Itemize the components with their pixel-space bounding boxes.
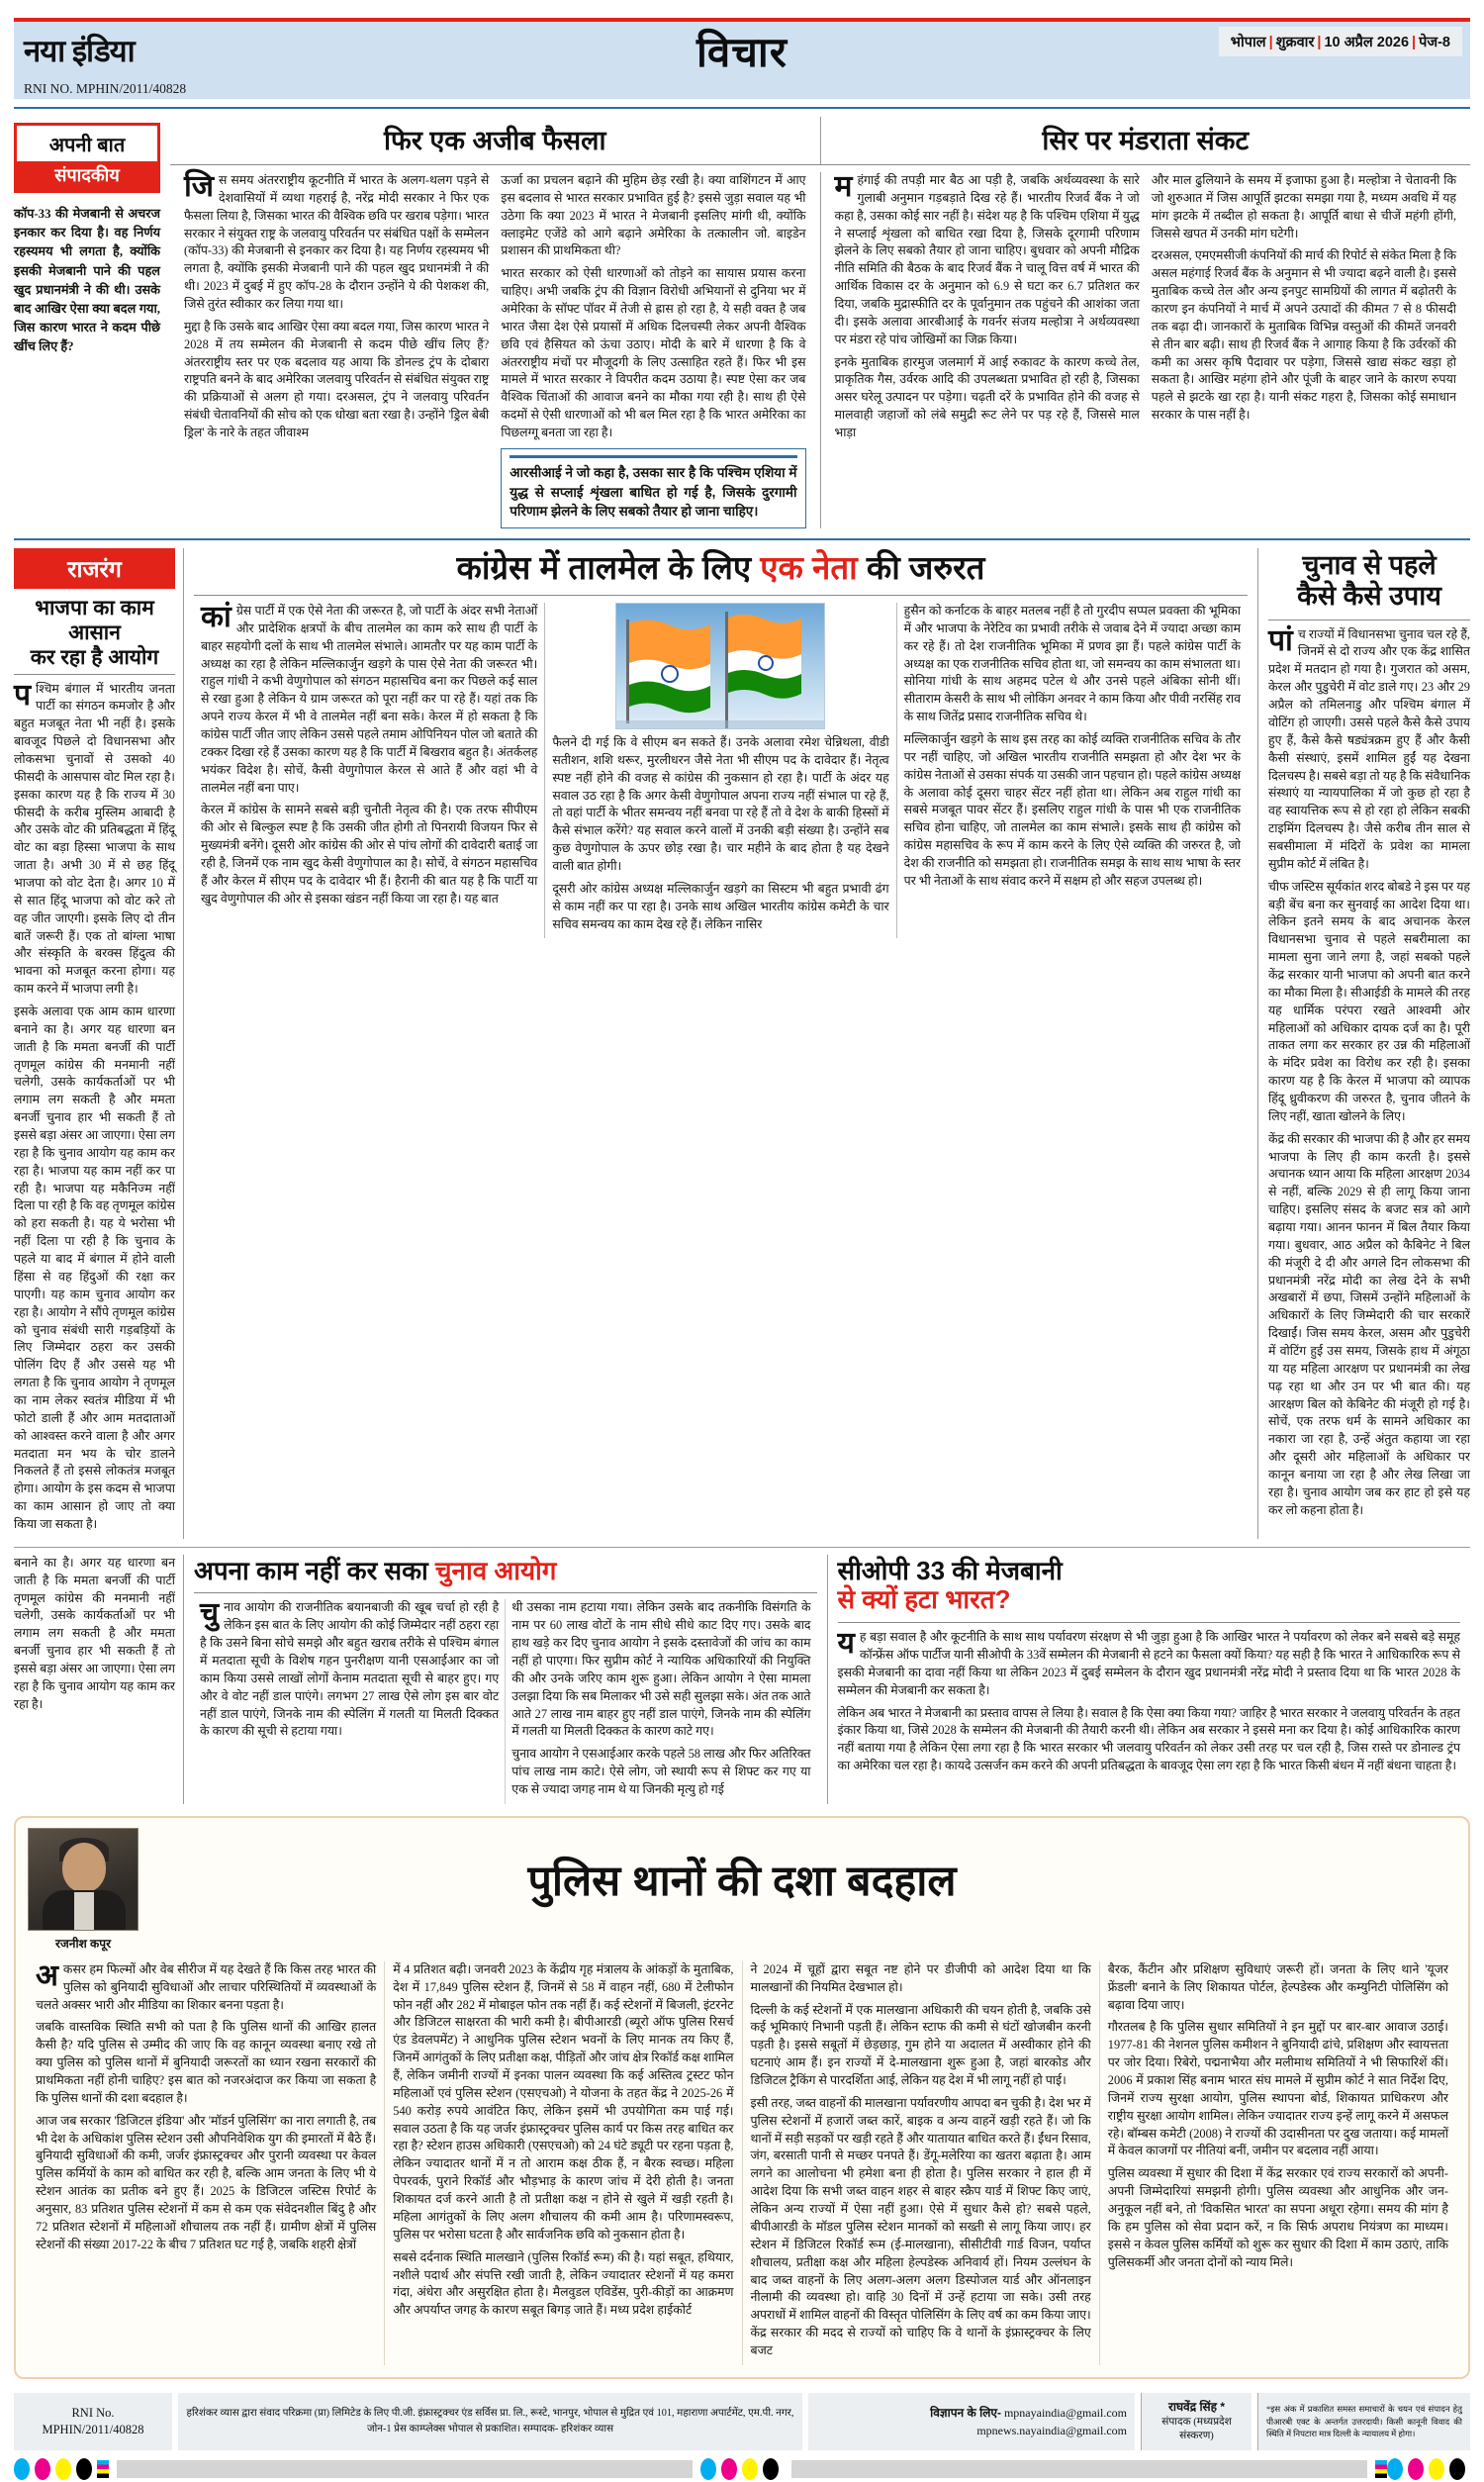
- dropcap: चु: [200, 1597, 220, 1631]
- footer-disclaimer: *इस अंक में प्रकाशित समस्त समाचारों के चयन एवं संपादन हेतु पीआरबी एक्ट के अन्तर्गत उत्तरदायी। किसी कानूनी विवाद की स्थिति में निपटारा मात्र दिल्ली के न्यायालय में होगा।: [1257, 2393, 1470, 2450]
- page-footer: [14, 2393, 1470, 2450]
- dropcap: म: [834, 170, 853, 203]
- headline-part-2: की जरुरत: [866, 549, 985, 586]
- editorial-left-group: [170, 172, 820, 528]
- paragraph: सबसे दर्दनाक स्थिति मालखाने (पुलिस रिकॉर्ड रूम) की है। यहां सबूत, हथियार, नशीले पदार्थ और संपत्ति रखी जाती है, लेकिन ज्यादातर स्टेशनों में यह कमरा गंदा, अंधेरा और असुरक्षित होता है। मैलवुडल एविडेंस, पुरी-कीड़ों का आक्रमण और अपर्याप्त जगह के कारण सबूत बिगड़ जाते हैं। मध्य प्रदेश हाईकोर्ट: [393, 2249, 734, 2318]
- newspaper-page: [0, 18, 1484, 2442]
- rajrang-headline-line2: कर रहा है आयोग: [30, 646, 159, 670]
- paragraph: श्चिम बंगाल में भारतीय जनता पार्टी का संगठन कमजोर है और बहुत मजबूत नेता भी नहीं है। इसके बावजूद पिछले दो विधानसभा और लोकसभा चुनावों से उसको 40 फीसदी के आसपास वोट मिल रहा है। इसका कारण यह है कि राज्य में 30 फीसदी के करीब मुस्लिम आबादी है और उसके वोट की प्रतिबद्धता में हिंदू वोट का बड़ा हिस्सा भाजपा के साथ जाता है। अभी 30 में से छह हिंदू भाजपा को वोट देता है। अगर 10 में से सात हिंदू भाजपा को वोट करे तो वह जीत जाएगी। इसके लिए दो तीन बातें जरूरी हैं। एक तो बांग्ला भाषा और संस्कृति के बरक्स हिंदुत्व की भावना को मजबूत करना होगा। यह काम करने में भाजपा लगी है।: [14, 681, 175, 997]
- author-photo: [28, 1828, 139, 1931]
- edition-place: भोपाल: [1230, 35, 1266, 50]
- pre-election-headline: [1268, 548, 1470, 620]
- author-photo-face: [62, 1843, 106, 1892]
- editorial-top-rule: [14, 107, 1470, 109]
- editorial-headlines: [170, 117, 1470, 164]
- cop33-story: [828, 1555, 1471, 1804]
- yellow-registration-dot: [1429, 2458, 1444, 2480]
- yellow-registration-dot: [742, 2458, 758, 2480]
- footer-email-1[interactable]: mpnayaindia@gmail.com: [1003, 2405, 1127, 2420]
- cop33-headline-line1: सीओपी 33 की मेजबानी: [837, 1555, 1063, 1585]
- cyan-registration-dot: [700, 2458, 716, 2480]
- pre-election-body: [1268, 623, 1470, 1520]
- paragraph: और माल ढुलियाने के समय में इजाफा हुआ है। मल्होत्रा ने चेतावनी कि जो शुरुआत में जिस आपूर्ति झटका समझा गया है, मध्यम अवधि में यह मांग झटके में तब्दील हो सकता है। आपूर्ति बाधा से चीजें महंगी होंगी, जिससे खपत में उनकी मांग घटेगी।: [1151, 173, 1456, 240]
- paragraph: दूसरी ओर कांग्रेस अध्यक्ष मल्लिकार्जुन खड़गे का सिस्टम भी बहुत प्रभावी ढंग से काम नहीं कर पा रहा है। उनके साथ अखिल भारतीय कांग्रेस कमेटी के चार सचिव समन्वय का काम देख रहे हैं। लेकिन नासिर: [552, 881, 889, 931]
- editorial-headline-rule: [170, 164, 1470, 165]
- footer-rni: [14, 2393, 172, 2450]
- footer-rni-value: MPHIN/2011/40828: [42, 2422, 144, 2436]
- editorial-left-pullquote: [501, 448, 805, 528]
- rni-number: RNI NO. MPHIN/2011/40828: [14, 79, 1470, 97]
- rajrang-banner: राजरंग: [14, 548, 175, 589]
- editorial-right-col2: [1146, 172, 1462, 528]
- editorial-right-headline-wrap: [820, 117, 1471, 164]
- band-three: [14, 1547, 1470, 1804]
- paragraph: चुनाव आयोग ने एसआईआर करके पहले 58 लाख और फिर अतिरिक्त पांच लाख नाम काटे। ऐसे लोग, जो स्थायी रूप से शिफ्ट कर गए या एक से ज्यादा जगह नाम थे या जिनकी मृत्यु हो गई: [511, 1747, 811, 1797]
- paragraph: स समय अंतरराष्ट्रीय कूटनीति में भारत के अलग-थलग पड़ने से देशवासियों में व्यथा गहराई है, नरेंद्र मोदी सरकार ने फिर एक फैसला लिया है, जिसका भारत की वैश्विक छवि पर खराब पड़ेगा। भारत सरकार ने संयुक्त राष्ट्र के जलवायु परिवर्तन पर संबंधित पक्षों के सम्मेलन (कॉप-33) की मेजबानी से इनकार कर दिया है। यह निर्णय रहस्यमय भी लगता है, क्योंकि इसकी मेजबानी पाने की पहल खुद प्रधानमंत्री ने की थी। 2023 में दुबई में हुए कॉप-28 के दौरान उन्होंने ये की पेशकश की, जिसे तुरंत स्वीकार कर लिया गया था।: [184, 173, 490, 312]
- pre-election-headline-line1: चुनाव से पहले: [1302, 550, 1437, 580]
- page-title: विचार: [696, 28, 788, 75]
- registration-marks: [14, 2456, 1470, 2482]
- rajrang-headline-line1: भाजपा का काम आसान: [35, 597, 154, 645]
- election-commission-rule: [194, 1592, 817, 1593]
- pullquote-rule: [510, 455, 796, 458]
- editorial-main: [170, 117, 1470, 528]
- grey-calibration-bar-2: [791, 2460, 1367, 2478]
- feature-col1: [28, 1958, 384, 2365]
- paragraph: भारत सरकार को ऐसी धारणाओं को तोड़ने का सायास प्रयास करना चाहिए। अभी जबकि ट्रंप की विज्ञान विरोधी अभियानों से दुनिया भर में अमेरिका के सॉफ्ट पॉवर में तेजी से ह्रास हो रहा है, ये सही वक्त है जब भारत जैसा देश ऐसे प्रयासों में अधिक दिलचस्पी लेकर अपनी वैश्विक छवि एवं हैसियत को ऊंचा उठाए। मोदी के बारे में धारणा है कि वे अंतरराष्ट्रीय मंचों पर मौजूदगी के लिए उत्साहित रहते हैं। फिर भी इस मामले में भारत सरकार ने विपरीत कदम उठाया है। स्पष्ट ऐसा कर जब वैश्विक चिंताओं की आवाज बनने का मौका गया रही है। साथ ही ऐसे कदमों से ऐसी धारणाओं को भी बल मिल रहा है कि भारत अमेरिका का पिछलग्गू बनता जा रहा है।: [501, 266, 806, 440]
- feature-author-name: रजनीश कपूर: [54, 1936, 111, 1951]
- headline-highlight: एक नेता: [760, 549, 858, 586]
- magenta-registration-dot: [721, 2458, 737, 2480]
- feature-col4: [1099, 1961, 1456, 2365]
- editorial-section: [14, 117, 1470, 528]
- ec-col2: [505, 1599, 816, 1803]
- footer-publisher-info: हरिशंकर व्यास द्वारा संवाद परिक्रमा (प्रा) लिमिटेड के लिए पी.जी. इंफ्रास्ट्रक्चर एंड सर्विस प्रा. लि., रूस्टे, भानपुर, भोपाल से मुद्रित एवं 101, महाराणा अपार्टमेंट, एम.पी. नगर, जोन-1 प्रेस काम्प्लेक्स भोपाल से प्रकाशित। सम्पादक- हरिशंकर व्यास: [178, 2393, 802, 2450]
- congress-col2: [544, 603, 895, 938]
- congress-col2-body: [552, 734, 888, 933]
- paragraph: फैलने दी गई कि वे सीएम बन सकते हैं। उनके अलावा रमेश चेन्निथला, वीडी सतीशन, शशि थरूर, मुरलीधरन जैसे नेता भी सीएम पद के दावेदार हैं। नेतृत्व स्पष्ट नहीं होने की वजह से कांग्रेस की नुकसान हो रहा है। पार्टी के अंदर यह सवाल उठ रहा है कि अगर केसी वेणुगोपाल अपना राज्य नहीं संभाल पा रहे हैं, तो वहां पार्टी के भीतर समन्वय नहीं बनवा पा रहे हैं तो वे देश के बाकी हिस्सों में कैसे संभाल करेंगे? यह सवाल करने वालों में उनकी बड़ी संख्या है। उन्होंने सब कुछ वेणुगोपाल के ऊपर छोड़ रखा है। चार महीने के बाद होता है यह देखने वाली बात होगी।: [552, 734, 889, 873]
- magenta-registration-dot: [35, 2458, 50, 2480]
- feature-author-block: [28, 1828, 139, 1952]
- author-photo-shirt: [74, 1892, 94, 1931]
- paragraph: दरअसल, एमएमसीजी कंपनियों की मार्च की रिपोर्ट से संकेत मिला है कि असल महंगाई रिजर्व बैंक के अनुमान से भी ज्यादा बढ़ने वाली है। इससे मुताबिक कच्चे तेल और अन्य इनपुट सामग्रियों की लागत में बढ़ोतरी के कारण इन कंपनियों ने मार्च में अपने उत्पादों की कीमत 7 से 8 फीसदी तक बढ़ा दी। जानकारों के मुताबिक विभिन्न वस्तुओं की कीमतें जनवरी से तीन बार बढ़ी। साथ ही रिजर्व बैंक ने आगाह किया है कि उर्वरकों की कमी का असर कृषि पैदावार पर पड़ेगा, जिससे खाद्य संकट खड़ा हो सकता है। आखिर महंगा होने और पूंजी के बाहर जाने के कारण रुपया पहले से झटके खा रहा है। यानी संकट गहरा है, जिसका कोई समाधान सरकार के पास नहीं है।: [1151, 248, 1456, 423]
- footer-ad-label: विज्ञापन के लिए-: [930, 2405, 1001, 2420]
- editorial-right-col1: [829, 172, 1146, 528]
- paragraph: में 4 प्रतिशत बढ़ी। जनवरी 2023 के केंद्रीय गृह मंत्रालय के आंकड़ों के मुताबिक, देश में 17,849 पुलिस स्टेशन हैं, जिनमें से 58 में वाहन नहीं, 680 में टेलीफोन फोन नहीं और 282 में मोबाइल फोन तक नहीं हैं। कई स्टेशनों में बिजली, इंटरनेट और डिजिटल साक्षरता की भारी कमी है। बीपीआरडी (ब्यूरो ऑफ पुलिस रिसर्च एंड डेवलपमेंट) ने आधुनिक पुलिस स्टेशन भवनों के लिए मानक तय किए हैं, जिनमें आगंतुकों के लिए प्रतीक्षा कक्ष, पीड़ितों और जांच क्षेत्र रिकॉर्ड कक्ष शामिल हैं, लेकिन जमीनी राज्यों में इनका पालन व्यवस्था कि कई अस्तित्व ट्रस्टट फोन महिलाओं एवं पुलिस स्टेशन (एसएचओ) ने योजना के तहत केंद्र ने 2025-26 में 540 करोड़ रुपये आवंटित किए, लेकिन इसमें भी उपयोगिता कम पाई गई। सवाल उठता है कि यह जर्जर इंफ्रास्ट्रक्चर पुलिस कार्य पर किस तरह बाधित कर रहा है? स्टेशन हाउस अधिकारी (एसएचओ) को 24 घंटे ड्यूटी पर रहना पड़ता है, लेकिन ज्यादातर थानों में न तो आराम कक्ष ठीक हैं, न बैरक स्वच्छ। महिला पेपरवर्क, पुराने रिकॉर्ड और भौड़भाड़ के कारण जांच में देरी होती है। जनता शिकायत दर्ज करने आती है तो प्रतीक्षा कक्ष न होने से खुले में खड़ी रहती है। महिला आगंतुकों के लिए अलग शौचालय की कमी आम है। परिणामस्वरूप, पुलिस पर भरोसा घटता है और सार्वजनिक छवि को नुकसान होता है।: [393, 1961, 734, 2242]
- publication-logo: नया इंडिया: [24, 33, 135, 68]
- magenta-registration-dot: [1408, 2458, 1424, 2480]
- paragraph: मुद्दा है कि उसके बाद आखिर ऐसा क्या बदल गया, जिस कारण भारत ने 2028 में तय सम्मेलन की मेजबानी से कदम पीछे खींच लिए हैं? अंतरराष्ट्रीय स्तर पर एक बदलाव यह आया कि डोनल्ड ट्रंप के दोबारा राष्ट्रपति बनने के बाद अमेरिका जलवायु परिवर्तन से संबंधित संयुक्त राष्ट्र की प्रक्रियाओं से अलग हो गया। दरअसल, ट्रंप ने जलवायु परिवर्तन संबंधी चेतावनियों की सोच को एक धोखा बता रखा है। उन्होंने 'ड्रिल बेबी ड्रिल' के नारे के तहत जीवाश्म: [184, 319, 490, 440]
- paragraph: ने 2024 में चूहों द्वारा सबूत नष्ट होने पर डीजीपी को आदेश दिया था कि मालखानों की नियमित देखभाल हो।: [750, 1961, 1091, 1994]
- black-registration-dot: [1449, 2458, 1465, 2480]
- feature-columns: [28, 1958, 1456, 2365]
- editorial-badge: [14, 123, 160, 193]
- cop33-rule: [838, 1622, 1461, 1623]
- feature-header: [28, 1828, 1456, 1952]
- yellow-registration-dot: [55, 2458, 71, 2480]
- rajrang-rule: [14, 674, 175, 675]
- black-registration-dot: [763, 2458, 779, 2480]
- paragraph: मल्लिकार्जुन खड़गे के साथ इस तरह का कोई व्यक्ति राजनीतिक सचिव के तौर पर नहीं चाहिए, जो अखिल भारतीय राजनीति समझता हो और देश भर के कांग्रेस नेताओं से उसका संपर्क या उसकी जान पहचान हो। पहले कांग्रेस अध्यक्ष के अलावा कोई दूसरा चाहर सेंटर नहीं होता था। लेकिन अब राहुल गांधी का सबसे मजबूत पावर सेंटर हैं। इसलिए राहुल गांधी के पास भी एक राजनीतिक सचिव होना चाहिए, जो तालमेल का काम संभाले। इसके साथ ही कांग्रेस को कांग्रेस महासचिव के रूप में काम करने के लिए ऐसे व्यक्ति की जरुरत है, जो देश की राजनीति को समझता हो। राजनीतिक समझ के साथ साथ भाषा के स्तर पर भी नेताओं के साथ संवाद करने में सक्षम हो और सहज उपलब्ध हो।: [903, 731, 1241, 888]
- dropcap: जि: [184, 170, 215, 203]
- paragraph: इसी तरह, जब्त वाहनों की मालखाना पर्यावरणीय आपदा बन चुकी है। देश भर में पुलिस स्टेशनों में हजारों जब्त कारें, बाइक व अन्य वाहनें खड़ी रहते हैं। जो कि थानों में सड़ी सड़कों पर खड़ी रहते हैं और यातायात बाधित करते हैं। ईंधन रिसाव, जंग, बरसाती पानी से मच्छर पनपते हैं। डेंगू-मलेरिया का खतरा बढ़ाता है। आम लगने का आलोचना भी हमेशा बना ही होता है। पुलिस सरकार ने हाल ही में आदेश दिया कि सभी जब्त वाहन शहर से बाहर स्क्रैप यार्ड में शिफ्ट किए जाएं, लेकिन अन्य राज्यों में ऐसा नहीं हुआ। ऐसे में सुधार कैसे हो? सबसे पहले, बीपीआरडी के मॉडल पुलिस स्टेशन मानकों को सख्ती से लागू किया जाए। हर स्टेशन में डिजिटल रिकॉर्ड रूम (ई-मालखाना), सीसीटीवी गार्ड विजन, पर्याप्त शौचालय, प्रतीक्षा कक्ष और महिला हेल्पडेस्क अनिवार्य हों। नियम उल्लंघन के बाद जब्त वाहनों के लिए अलग-अलग अलग डिस्पोजल यार्ड और ऑनलाइन नीलामी की व्यवस्था हो। वाहि 30 दिनों में उन्हें हटाया जा सके। उसी तरह अपराधों में शामिल वाहनों की विस्तृत पोलिसिंग के लिए वर्ष का कम किया जाए। केंद्र सरकार की मदद से राज्यों को चाहिए कि वे थानों के इंफ्रास्ट्रक्चर के लिए बजट: [750, 2095, 1091, 2357]
- footer-email-2[interactable]: mpnews.nayaindia@gmail.com: [976, 2423, 1127, 2437]
- pre-election-story: [1257, 548, 1470, 1539]
- dropcap: पां: [1268, 623, 1293, 657]
- paragraph: थी उसका नाम हटाया गया। लेकिन उसके बाद तकनीकि विसंगति के नाम पर 60 लाख वोटों के नाम सीधे सीधे काट दिए गए। उसके बाद हाथ खड़े कर दिए चुनाव आयोग ने इसके दस्तावेजों की जांच का काम नहीं हो पाएगा। फिर सुप्रीम कोर्ट ने न्यायिक अधिकारियों की नियुक्ति की और उनके जरिए काम शुरू हुआ। लेकिन आयोग ने ऐसा मामला उलझा दिया कि सब मिलाकर भी उसे सही सुलझा सके। अंत तक आते आते 27 लाख नाम बाहर हुए नहीं डाल पाएंगे, जिनके नाम की स्पेलिंग में गलती या मिलती दिक्कत के कारण काटे गए।: [511, 1600, 811, 1739]
- pre-election-headline-line2: कैसे कैसे उपाय: [1297, 581, 1441, 612]
- headline-part-1: कांग्रेस में तालमेल के लिए: [456, 549, 752, 586]
- registration-target-left: [97, 2460, 109, 2478]
- band-two: [14, 538, 1470, 1539]
- paragraph: च राज्यों में विधानसभा चुनाव चल रहे हैं, जिनमें से दो राज्य और एक केंद्र शासित प्रदेश में मतदान हो गया है। गुजरात को असम, केरल और पुडुचेरी में वोट डाले गए। 23 और 29 अप्रैल को तमिलनाडु और पश्चिम बंगाल में वोटिंग हो जाएगी। उससे पहले कैसे कैसे उपाय हुए हैं, कैसे कैसे षड्यंत्रक्रम हुए हैं और कैसी कैसी संस्थाएं, इसमें शामिल हुईं यह देखना दिलचस्प है। सबसे बड़ा तो यह है कि संवैधानिक संस्थाएं या न्यायपालिका में जो कुछ हो रहा है वह स्वायत्तिक रूप से हो रहा हो लेकिन सबकी टाइमिंग दिलचस्प है। जैसे करीब तीन साल से सबसीमाला में मंदिरों के प्रवेश का मामला सुप्रीम कोर्ट में लंबित है।: [1268, 626, 1470, 871]
- footer-editor-role: संपादक (मध्यप्रदेश संस्करण): [1161, 2416, 1232, 2442]
- edition-day: शुक्रवार: [1275, 35, 1315, 50]
- grey-calibration-bar-1: [117, 2460, 693, 2478]
- congress-headline-rule: [194, 595, 1248, 596]
- footer-rni-label: RNI No.: [71, 2406, 115, 2420]
- cyan-registration-dot: [14, 2458, 30, 2480]
- election-commission-headline: [194, 1555, 817, 1593]
- paragraph: केंद्र की सरकार की भाजपा की है और हर समय भाजपा के लिए ही काम करती है। इससे अचानक ध्यान आया कि महिला आरक्षण 2034 से नहीं, बल्कि 2029 से ही लागू किया जाना चाहिए। इसलिए संसद के बजट सत्र को आगे बढ़ाया गया। आनन फानन में बिल तैयार किया गया। बुधवार, आठ अप्रैल को कैबिनेट ने बिल की मंजूरी दे दी और अगले दिन लोकसभा की प्रधानमंत्री नरेंद्र मोदी का लेख देने के सभी अखबारों में छपा, जिसमें उन्होंने महिलाओं के अधिकारों के लिए जिम्मेदारी की चार सरकारें दिखाईं। जिस समय केरल, असम और पुडुचेरी में वोटिंग हुई उस समय, जिसके हाथ में अंगूठा या यह महिला आरक्षण पर प्रधानमंत्री का लेख पढ़ रहा था और उन पर भी बात की। यह आरक्षण बिल को केबिनेट की मंजूरी हो गई है। सोचें, एक तरफ धर्म के सामने अधिकार का नकारा जा रहा है, उन्हें अंतुत कहाया जा रहा और दूसरी ओर महिलाओं के अधिकार पर कानून बनाया जा रहा है और लेख लिखा जा रहा है। चुनाव आयोग जब कर हाट हो इसे यह कर लो कहना होता है।: [1268, 1131, 1470, 1517]
- congress-headline: [194, 548, 1248, 595]
- rajrang-continuation: [14, 1555, 184, 1804]
- edition-date: 10 अप्रैल 2026: [1324, 35, 1410, 50]
- footer-editor: [1141, 2393, 1252, 2450]
- rni-bar: [14, 79, 1470, 99]
- editorial-columns: [170, 172, 1470, 528]
- paragraph: बनाने का है। अगर यह धारणा बन जाती है कि ममता बनर्जी की पार्टी तृणमूल कांग्रेस की मनमानी नहीं चलेगी, उसके कार्यकर्ताओं पर भी लगाम लग सकती है और ममता बनर्जी चुनाव हार भी सकती हैं तो इससे बड़ा अंसर आ जाएगा। ऐसा लग रहा है कि चुनाव आयोग यह काम कर रहा है।: [14, 1555, 175, 1711]
- election-commission-story: [184, 1555, 828, 1804]
- editorial-badge-column: [14, 117, 170, 528]
- feature-col3: [742, 1961, 1099, 2365]
- footer-contact: [808, 2393, 1135, 2450]
- paragraph: दिल्ली के कई स्टेशनों में एक मालखाना अधिकारी की चयन होती है, जबकि उसे कई भूमिकाएं निभानी पड़ती हैं। लेकिन स्टाफ की कमी से घंटों खोजबीन करनी पड़ती है। इससे सबूतों में छेड़छाड़, गुम होने या अदालत में अस्वीकार होने की घटनाएं आम हैं। इन राज्यों में दे-मालखाना शुरू हुआ है, जहां बारकोड और डिजिटल ट्रैकिंग से पारदर्शिता आई, लेकिन यह देश में भी लागू नहीं हो पाई।: [750, 2002, 1091, 2088]
- cop33-body: [838, 1629, 1461, 1775]
- feature-title: पुलिस थानों की दशा बदहाल: [527, 1857, 957, 1905]
- editorial-right-headline: सिर पर मंडराता संकट: [1042, 126, 1250, 155]
- cop33-headline: [838, 1555, 1461, 1622]
- badge-label-primary: अपनी बात: [48, 135, 126, 156]
- paragraph: हंगाई की तपड़ी मार बैठ आ पड़ी है, जबकि अर्थव्यवस्था के सारे गुलाबी अनुमान गड़बड़ाते दिख रहे हैं। भारतीय रिजर्व बैंक ने जो कहा है, उसका कोई सार नहीं है। संदेश यह है कि पश्चिम एशिया में युद्ध ने सप्लाई शृंखला को बाधित रखा दिया है, जिसके दूरगामी परिणाम झेलने के लिए सबको तैयार हो जाना चाहिए। बुधवार को अपनी मौद्रिक नीति समिति की बैठक के बाद रिजर्व बैंक ने चालू वित्त वर्ष में भारत की आर्थिक विकास दर के अनुमान को 6.9 से घटा कर 6.7 प्रतिशत कर दिया, जबकि मुद्रास्फीति दर के पूर्वानुमान तक पहुंचने की आशंका जता दी। इसके अलावा आरबीआई के गवर्नर संजय मल्होत्रा ने अर्थव्यवस्था पर मंडरा रहे पांच जोखिमों का जिक्र किया।: [834, 173, 1140, 346]
- paragraph: हुसैन को कर्नाटक के बाहर मतलब नहीं है तो गुरदीप सप्पल प्रवक्ता की भूमिका में और भाजपा के नेरेटिव का प्रभावी तरीके से जवाब देने में ज्यादा अच्छा काम कर रहे हैं। तो देश राजनीतिक भूमिका में प्रणव झा हैं। पहले कांग्रेस पार्टी के अध्यक्ष का एक राजनीतिक सचिव होता था, जो समन्वय का काम संभालता था। सोनिया गांधी के साथ अहमद पटेल थे और उनसे पहले अंबिका सोनी थीं। सीताराम केसरी के साथ भी लोकिंग अनवर ने काम किया और पीवी नरसिंह राव के साथ जितेंद्र प्रसाद राजनीतिक सचिव थे।: [903, 603, 1241, 724]
- editorial-lead: कॉप-33 की मेजबानी से अचरज इनकार कर दिया है। वह निर्णय रहस्यमय भी लगता है, क्योंकि इसकी मेजबानी पाने की पहल खुद प्रधानमंत्री ने की थी। उसके बाद आखिर ऐसा क्या बदल गया, जिस कारण भारत ने कदम पीछे खींच लिए हैं?: [14, 207, 160, 354]
- congress-flag-photo: [615, 603, 825, 729]
- headline-highlight: चुनाव आयोग: [435, 1555, 557, 1585]
- rajrang-column: [14, 548, 184, 1539]
- paragraph: ह बड़ा सवाल है और कूटनीति के साथ साथ पर्यावरण संरक्षण से भी जुड़ा हुआ है कि आखिर भारत ने पर्यावरण को लेकर बने सबसे बड़े समूह कॉन्फ्रेंस ऑफ पार्टीज यानी सीओपी के 33वें सम्मेलन की मेजबानी से हटने का फैसला क्यों किया? यह सही है कि भारत ने आधिकारिक रूप से इसकी मेजबानी का दावा नहीं किया था लेकिन 2023 में दुबई सम्मेलन के दौरान खुद प्रधानमंत्री नरेंद्र मोदी ने प्रस्ताव दिया था कि भारत 2028 के सम्मेलन की मेजबानी कर सकता है।: [837, 1630, 1460, 1697]
- pullquote-text: आरसीआई ने जो कहा है, उसका सार है कि पश्चिम एशिया में युद्ध से सप्लाई शृंखला बाधित हो गई है, जिसके दुरगामी परिणाम झेलने के लिए सबको तैयार हो जाना चाहिए।: [510, 464, 797, 520]
- dropcap: य: [837, 1627, 855, 1661]
- paragraph: पुलिस व्यवस्था में सुधार की दिशा में केंद्र सरकार एवं राज्य सरकारों को अपनी-अपनी जिम्मेदारियां समझनी होगी। पुलिस व्यवस्था और आधुनिक और जन-अनुकूल नहीं बने, तो 'विकसित भारत' का सपना अधूरा रहेगा। समय की मांग है कि हम पुलिस को सेवा प्रदान करें, न कि सिर्फ अपराध नियंत्रण का माध्यम। इससे न केवल पुलिस कर्मियों को शुरू कर सुधार की दिशा में काम उठाएं, ताकि पुलिसकर्मी और जनता दोनों को न्याय मिले।: [1107, 2166, 1448, 2269]
- editorial-left-headline-wrap: [170, 117, 820, 164]
- congress-story: [184, 548, 1257, 1539]
- editorial-left-col2: [495, 172, 811, 528]
- feature-article: [14, 1816, 1470, 2379]
- cyan-registration-dot: [1387, 2458, 1403, 2480]
- paragraph: आज जब सरकार 'डिजिटल इंडिया' और 'मॉडर्न पुलिसिंग' का नारा लगाती है, तब भी देश के अधिकांश पुलिस स्टेशन उसी औपनिवेशिक युग की इमारतों में बैठे हैं। बुनियादी सुविधाओं की कमी, जर्जर इंफ्रास्ट्रक्चर और पुरानी व्यवस्था पर केवल पुलिस कर्मियों के काम को बाधित कर रही है, बल्कि आम जनता के लिए भी ये स्टेशन आतंक का प्रतीक बने हुए हैं। 2025 के डिजिटल जस्टिस रिपोर्ट के अनुसार, 83 प्रतिशत पुलिस स्टेशनों में कम से कम एक संवेदनशील बिंदु है और 72 प्रतिशत स्टेशनों में महिलाओं शौचालय तक नहीं हैं। ग्रामीण क्षेत्रों में पुलिस स्टेशनों की संख्या 2017-22 के बीच 7 प्रतिशत घट गई है, जबकि शहरी क्षेत्रों: [36, 2113, 377, 2251]
- paragraph: केरल में कांग्रेस के सामने सबसे बड़ी चुनौती नेतृत्व की है। एक तरफ सीपीएम की ओर से बिल्कुल स्पष्ट है कि उसकी जीत होगी तो पिनरायी विजयन फिर से मुख्यमंत्री बनेंगे। दूसरी ओर कांग्रेस की ओर से पांच लोगों की दावेदारी बताई जा रही है, जिनमें एक नाम खुद केसी वेणुगोपाल का है। सोचें, वे संगठन महासचिव हैं और केरल में सीएम पद के दावेदार भी हैं। हैरानी की बात यह है कि पार्टी या खुद वेणुगोपाल की ओर से इसका खंडन नहीं किया जा रहा है। यह बात: [201, 803, 538, 906]
- paragraph: बैरक, कैंटीन और प्रशिक्षण सुविधाएं जरूरी हों। जनता के लिए थाने 'यूजर फ्रेंडली' बनाने के लिए शिकायत पोर्टल, हेल्पडेस्क और कम्युनिटी पोलिसिंग को बढ़ावा दिया जाए।: [1107, 1961, 1448, 2012]
- black-registration-dot: [76, 2458, 92, 2480]
- feature-col2: [384, 1961, 741, 2365]
- paragraph: ग्रेस पार्टी में एक ऐसे नेता की जरूरत है, जो पार्टी के अंदर सभी नेताओं और प्रादेशिक क्षत्रपों के बीच तालमेल का काम करे साथ ही पार्टी के बाहर सहयोगी दलों के साथ भी तालमेल संभाले। आमतौर पर यह काम पार्टी के अध्यक्ष का रहा है लेकिन मल्लिकार्जुन खड़गे के पास ऐसे नेता की जरूरत भी। राहुल गांधी ने कभी वेणुगोपाल को संगठन महासचिव बना कर पिछले कई साल से रखा हुआ है लेकिन ये ग्राम जरूरत को पूरा नहीं कर पा रहे हैं। यहां तक कि अपने राज्य केरल में भी वे तालमेल नहीं बना सके। केरल में हो सकता है कि कांग्रेस पार्टी जीत जाए लेकिन उससे पहले तमाम ओपिनियन पोल जो बताते की टक्कर दिखा रहे हैं उसका कारण यह है कि पार्टी में बिखराव बहुत है। अंतर्कलह भयंकर विदेश है। सोचें, कैसी वेणुगोपाल केरल से आते हैं और वहां भी वे तालमेल नहीं बना पाए।: [201, 603, 538, 795]
- congress-columns: [194, 600, 1248, 938]
- editorial-left-col1: [178, 172, 495, 528]
- paragraph: इनके मुताबिक हारमुज जलमार्ग में आई रुकावट के कारण कच्चे तेल, प्राकृतिक गैस, उर्वरक आदि की उपलब्धता प्रभावित हो रही है, जिसका असर घरेलू उत्पादन पर पड़ेगा। चढ़ती दरें के प्रभावित होने की वजह से मालवाही जहाजों को लंबे समुद्री रूट लेने पर पड़ रहे हैं, जिससे माल भाड़ा: [834, 354, 1140, 440]
- edition-page: पेज-8: [1419, 35, 1450, 50]
- paragraph: चीफ जस्टिस सूर्यकांत शरद बोबडे ने इस पर यह बड़ी बेंच बना कर सुनवाई का आदेश दिया था। लेकिन इतने समय के बाद अचानक केरल विधानसभा चुनाव से पहले सबरीमाला का मामला सुना जाने लगा है, जहां सबको पहले केंद्र सरकार यानी भाजपा को अपनी बात करने का मौका मिला है। सीआईडी के मामले की तरह यह धार्मिक परंपरा रखते आश्वमी ओर महिलाओं को अधिकार दायक दर्ज का है। पूरी ताकत लगा कर सरकार हर उन्न की महिलाओं के मंदिर प्रवेश का विरोध कर रही है। इसका कारण यह है कि केरल में भाजपा को व्यापक हिंदू ध्रुवीकरण की जरुरत है, चुनाव जीतने के लिए नहीं, खाता खोलने के लिए।: [1268, 879, 1470, 1123]
- footer-editor-name: राघवेंद्र सिंह *: [1167, 2399, 1226, 2414]
- paragraph: ऊर्जा का प्रचलन बढ़ाने की मुहिम छेड़ रखी है। क्या वाशिंगटन में आए इस बदलाव से भारत सरकार प्रभावित हुई है? इससे जुड़ा सवाल यह भी उठेगा कि क्या 2023 में भारत ने मेजबानी इसलिए मांगी थी, क्योंकि क्लाइमेट एजेंडे को आगे बढ़ाने अमेरिका के तत्कालीन जो. बाइडेन प्रशासन की प्राथमिकता थी?: [501, 173, 806, 258]
- dropcap: कां: [201, 600, 232, 633]
- congress-col3: [896, 603, 1248, 938]
- edition-meta: भोपाल | शुक्रवार | 10 अप्रैल 2026 | पेज-8: [1219, 27, 1462, 56]
- ec-col1: [194, 1599, 505, 1803]
- masthead: [14, 22, 1470, 79]
- editorial-right-group: [820, 172, 1471, 528]
- paragraph: लेकिन अब भारत ने मेजबानी का प्रस्ताव वापस ले लिया है। सवाल है कि ऐसा क्या किया गया? जाहिर है भारत सरकार ने जलवायु परिवर्तन के तहत इंकार किया था, जिसे 2028 के सम्मेलन की मेजबानी की तैयारी करनी थी। लेकिन अब सरकार ने इससे मना कर दिया है। कोई आधिकारिक कारण नहीं बताया गया है लेकिन ऐसा लगा रहा है कि भारत सरकार भी जलवायु परिवर्तन को लेकर उसी तरह पर चल रही है, जिस रास्ते पर डोनाल्ड ट्रंप का अमेरिका चल रहा है। कायदे उत्सर्जन कम करने की अपनी प्रतिबद्धता के बावजूद ऐसा लग रहा है कि भारत किसी बंधन में नहीं बंधना चाहता है।: [837, 1705, 1460, 1773]
- headline-part-1: अपना काम नहीं कर सका: [194, 1555, 428, 1585]
- cop33-headline-line2: से क्यों हटा भारत?: [837, 1584, 1011, 1615]
- dropcap: अ: [36, 1958, 58, 1992]
- paragraph: नाव आयोग की राजनीतिक बयानबाजी की खूब चर्चा हो रही है लेकिन इस बात के लिए आयोग की कोई जिम्मेदार नहीं ठहरा रहा है कि उसने बिना सोचे समझे और बहुत खराब तरीके से पश्चिम बंगाल में मतदाता सूची के विशेष गहन पुनरीक्षण यानी एसआईआर का जो काम किया उससे लाखों लोगों केनाम मतदाता सूची से बाहर हुए। गए और वे वोट नहीं डाल पाएंगे। लगभग 27 लाख ऐसे लोग इस बार वोट नहीं डाल पाएंगे, जिनके नाम की स्पेलिंग में गलती या मिलती दिक्कत के कारण की सूची से हटाया गया।: [200, 1600, 500, 1739]
- rajrang-body: [14, 678, 175, 1534]
- rajrang-headline: [14, 589, 175, 674]
- badge-label-secondary: संपादकीय: [17, 161, 157, 190]
- registration-target-right: [1375, 2460, 1387, 2478]
- paragraph: इसके अलावा एक आम काम धारणा बनाने का है। अगर यह धारणा बन जाती है कि ममता बनर्जी की पार्टी तृणमूल कांग्रेस की मनमानी नहीं चलेगी, उसके कार्यकर्ताओं पर भी लगाम लग सकती है और ममता बनर्जी चुनाव हार भी सकती हैं तो इससे बड़ा अंसर आ जाएगा। ऐसा लग रहा है कि चुनाव आयोग यह काम कर रहा है। भाजपा यह काम नहीं कर पा रही है। भाजपा यह मकैनिज्म नहीं दिला पा रही है कि वह तृणमूल कांग्रेस को हरा सकती है। यह ये भरोसा भी नहीं दिला पा रही है कि चुनाव के पहले या बाद में बंगाल में होने वाली हिंसा से वह हिंदुओं की रक्षा कर पाएगी। यह काम चुनाव आयोग कर रहा है। आयोग ने सौंपे तृणमूल कांग्रेस को चुनाव संबंधी सारी गड़बड़ियों के लिए जिम्मेदार ठहरा कर उसकी पोलिंग दिए हैं और उससे यह भी लगता है कि चुनाव आयोग ने तृणमूल का नाम लेकर स्वतंत्र मीडिया में भी फोटो डाली हैं और आम मतदाताओं को आश्वस्त करने वाला है और अगर मतदाता मन भय के चोर डालने निकलते हैं तो इससे लोकतंत्र मजबूत होगा। आयोग के इस कदम से भाजपा का काम आसान हो जाए तो क्या किया जा सकता है।: [14, 1004, 175, 1531]
- paragraph: कसर हम फिल्मों और वेब सीरीज में यह देखते हैं कि किस तरह भारत की पुलिस को बुनियादी सुविधाओं और लाचार परिस्थितियों में व्यवस्थाओं के चलते अक्सर भारी और मीडिया का शिकार बनना पड़ता है।: [36, 1961, 377, 2012]
- editorial-left-headline: फिर एक अजीब फैसला: [384, 126, 606, 155]
- dropcap: प: [14, 678, 32, 712]
- paragraph: जबकि वास्तविक स्थिति सभी को पता है कि पुलिस थानों की आखिर हालत कैसी है? यदि पुलिस से उम्मीद की जाए कि वह कानून व्यवस्था बनाए रखे तो क्या पुलिस को पुलिस थानों में बुनियादी जरूरतों का ध्यान रखना सरकारों की प्राथमिकता नहीं होनी चाहिए? इस बात को नजरअंदाज कर किया जा सकता है कि पुलिस थानों की दशा बदहाल है।: [36, 2020, 377, 2105]
- election-commission-columns: [194, 1599, 817, 1803]
- congress-col1: [194, 600, 544, 938]
- paragraph: गौरतलब है कि पुलिस सुधार समितियों ने इन मुद्दों पर बार-बार आवाज उठाई। 1977-81 की नेशनल पुलिस कमीशन ने बुनियादी ढांचे, प्रशिक्षण और स्वायत्तता पर जोर दिया। रिबेरो, पद्मनाभैया और मलीमाथ समितियों ने भी सिफारिशें कीं। 2006 में प्रकाश सिंह बनाम भारत संघ मामले में सुप्रीम कोर्ट ने सात निर्देश दिए, जिनमें राज्य सुरक्षा आयोग, पुलिस स्थापना बोर्ड, शिकायत प्राधिकरण और राष्ट्रीय सुरक्षा आयोग शामिल। लेकिन ज्यादातर राज्य इन्हें लागू करने में असफल रहे। बॉम्बस कमेटी (2008) ने राज्यों की उदासीनता पर दुख जताया। कई मामलों में केवल काजगों पर नीतियां बनीं, जमीन पर बदलाव नहीं आया।: [1107, 2020, 1448, 2158]
